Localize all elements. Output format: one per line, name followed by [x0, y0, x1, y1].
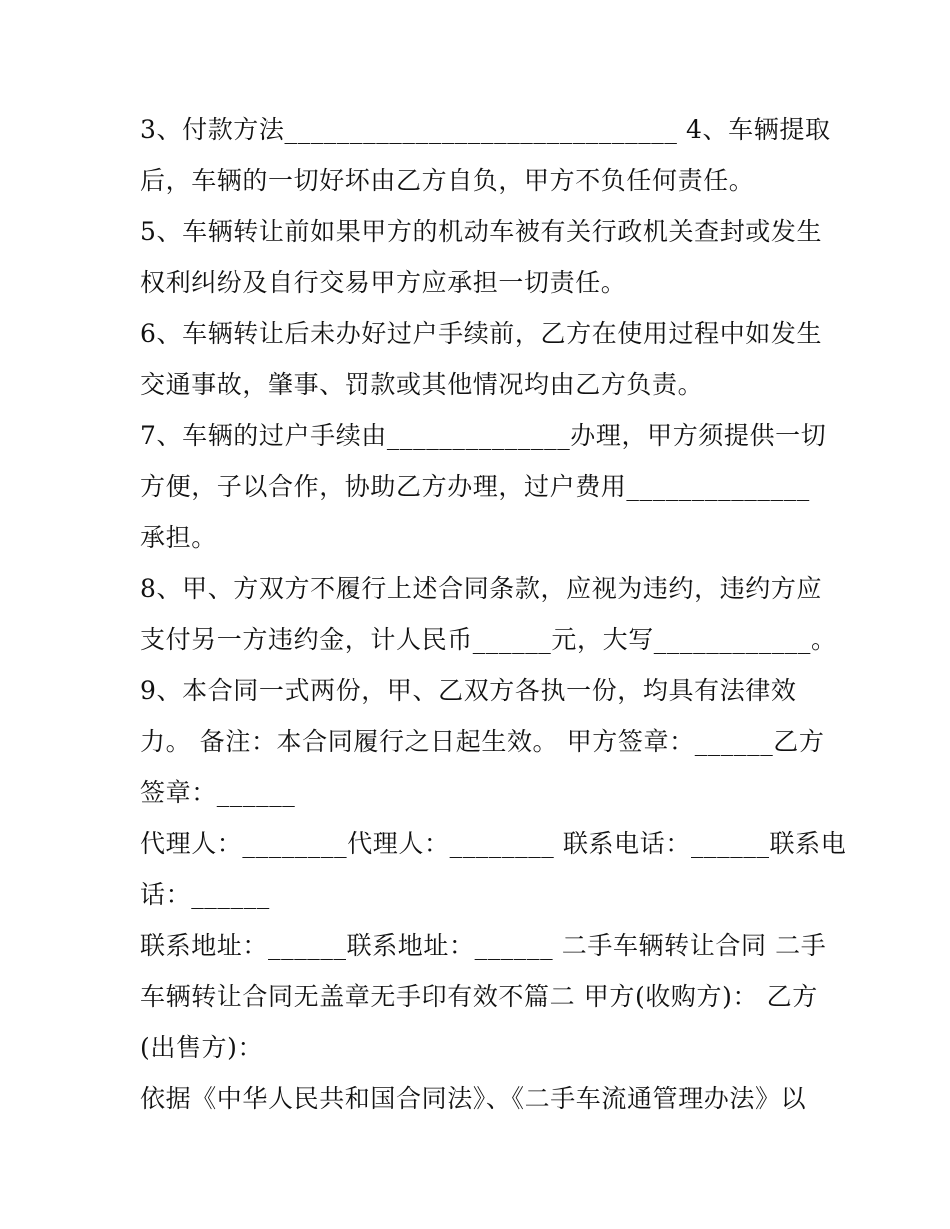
text-line-7: 7、车辆的过户手续由______________办理，甲方须提供一切: [140, 421, 827, 450]
text-line-15: 代理人：________代理人：________ 联系电话：______联系电: [140, 829, 847, 858]
text-line-18: 车辆转让合同无盖章无手印有效不篇二 甲方(收购方)： 乙方: [140, 982, 818, 1011]
text-line-2: 后，车辆的一切好坏由乙方自负，甲方不负任何责任。: [140, 166, 755, 195]
text-line-9: 承担。: [140, 523, 217, 552]
text-line-6: 交通事故，肇事、罚款或其他情况均由乙方负责。: [140, 370, 704, 399]
text-line-11: 支付另一方违约金，计人民币______元，大写____________。: [140, 625, 837, 654]
text-line-4: 权利纠纷及自行交易甲方应承担一切责任。: [140, 268, 627, 297]
text-line-17: 联系地址：______联系地址：______ 二手车辆转让合同 二手: [140, 931, 827, 960]
text-line-14: 签章：______: [140, 778, 296, 807]
text-line-5: 6、车辆转让后未办好过户手续前，乙方在使用过程中如发生: [140, 319, 823, 348]
text-line-19: (出售方)：: [140, 1033, 264, 1062]
text-line-1: 3、付款方法______________________________ 4、车辆提取: [140, 115, 831, 144]
contract-text: [140, 104, 847, 1124]
text-line-20: 依据《中华人民共和国合同法》、《二手车流通管理办法》以: [140, 1084, 807, 1113]
text-line-16: 话：______: [140, 880, 270, 909]
text-line-13: 力。 备注：本合同履行之日起生效。 甲方签章：______乙方: [140, 727, 825, 756]
text-line-10: 8、甲、方双方不履行上述合同条款，应视为违约，违约方应: [140, 574, 823, 603]
text-line-12: 9、本合同一式两份，甲、乙双方各执一份，均具有法律效: [140, 676, 797, 705]
text-line-8: 方便，子以合作，协助乙方办理，过户费用______________: [140, 472, 810, 501]
text-line-3: 5、车辆转让前如果甲方的机动车被有关行政机关查封或发生: [140, 217, 823, 246]
